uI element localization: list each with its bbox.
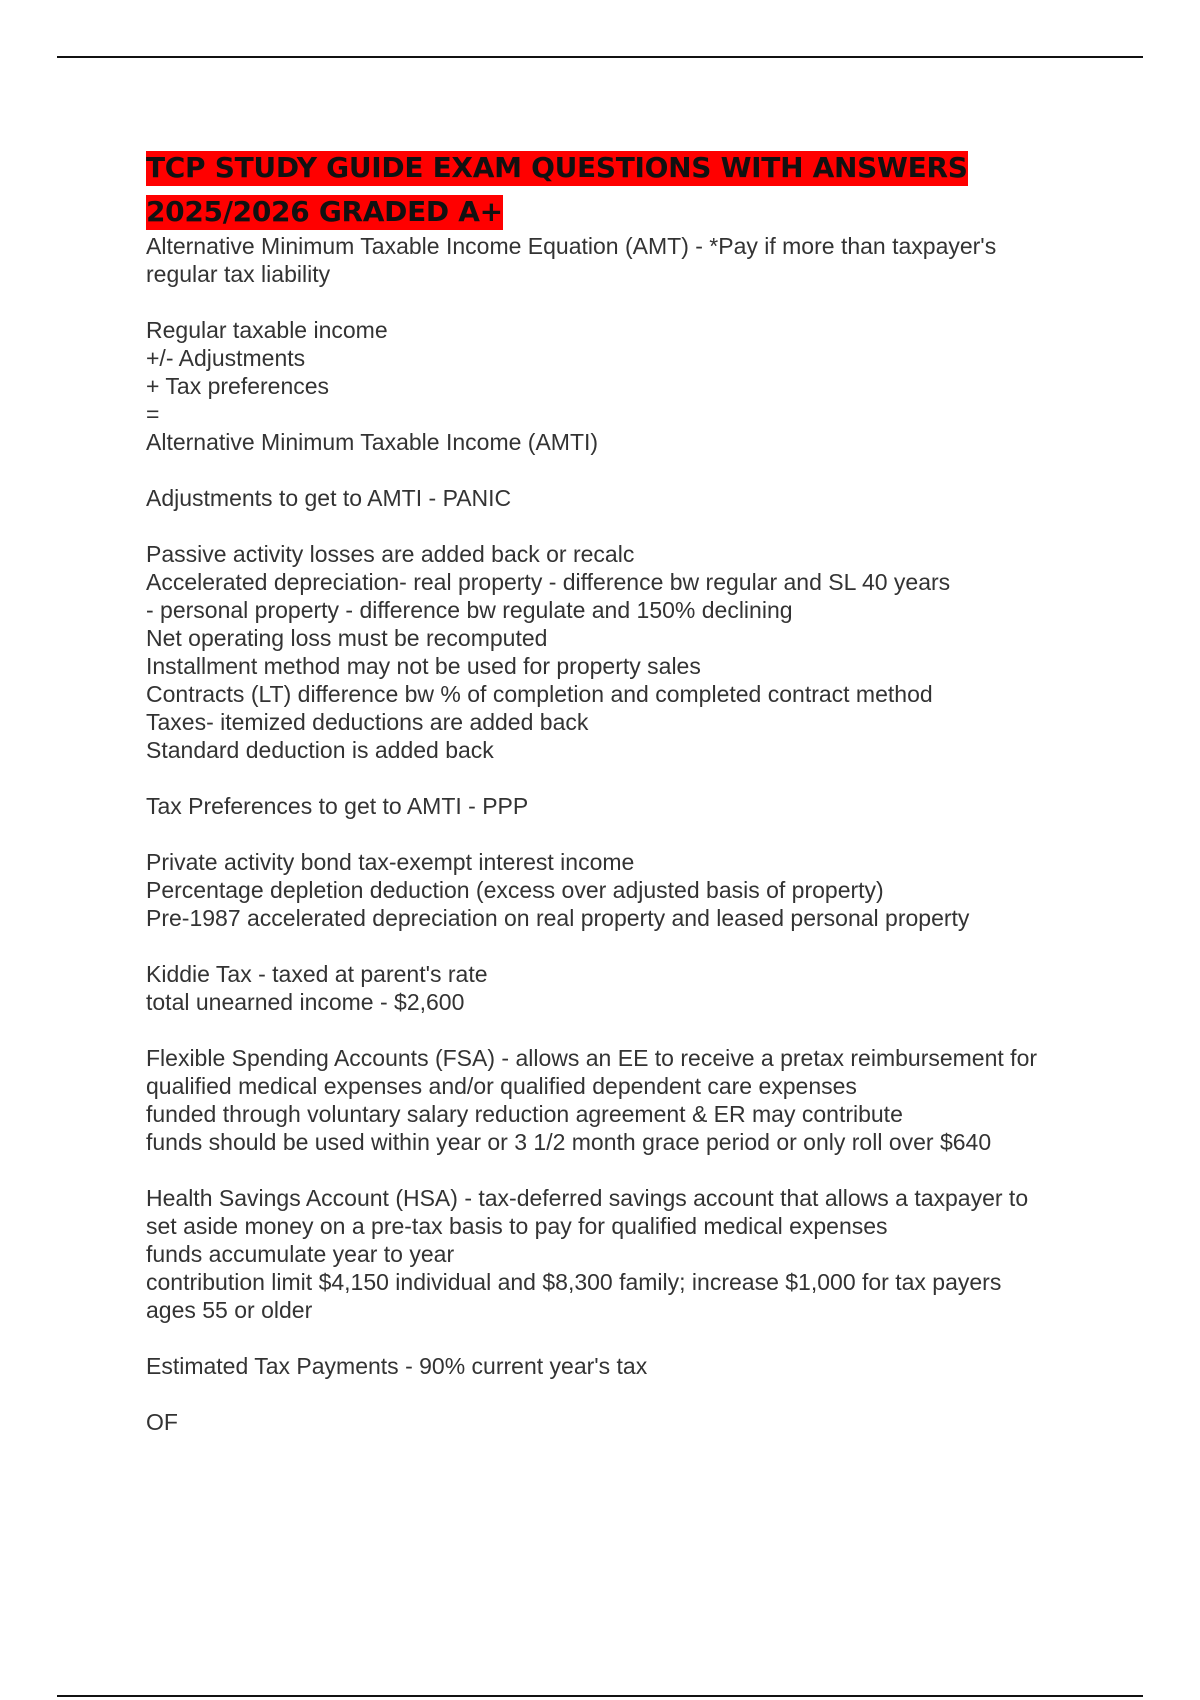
text-line: regular tax liability bbox=[146, 261, 331, 287]
document-body bbox=[146, 146, 1096, 1464]
text-block bbox=[146, 316, 1096, 456]
text-block bbox=[146, 484, 1096, 512]
text-line: +/- Adjustments bbox=[146, 345, 306, 371]
text-block bbox=[146, 1408, 1096, 1436]
text-line: = bbox=[146, 401, 160, 427]
text-line: Accelerated depreciation- real property - difference bw regular and SL 40 years bbox=[146, 569, 951, 595]
text-line: contribution limit $4,150 individual and $8,300 family; increase $1,000 for tax payers bbox=[146, 1269, 1002, 1295]
text-line: qualified medical expenses and/or qualified dependent care expenses bbox=[146, 1073, 857, 1099]
text-line: ages 55 or older bbox=[146, 1297, 313, 1323]
text-line: Pre-1987 accelerated depreciation on real property and leased personal property bbox=[146, 905, 970, 931]
text-line: Taxes- itemized deductions are added back bbox=[146, 709, 589, 735]
text-block bbox=[146, 1044, 1096, 1156]
text-line: Private activity bond tax-exempt interest income bbox=[146, 849, 635, 875]
text-line: Net operating loss must be recomputed bbox=[146, 625, 548, 651]
top-rule bbox=[57, 56, 1143, 58]
text-line: Tax Preferences to get to AMTI - PPP bbox=[146, 793, 529, 819]
document-title bbox=[146, 146, 1096, 234]
text-block bbox=[146, 232, 1096, 288]
text-block bbox=[146, 1184, 1096, 1324]
text-line: set aside money on a pre-tax basis to pay for qualified medical expenses bbox=[146, 1213, 888, 1239]
title-line: 2025/2026 GRADED A+ bbox=[146, 195, 503, 228]
text-line: + Tax preferences bbox=[146, 373, 330, 399]
text-block bbox=[146, 540, 1096, 764]
text-block bbox=[146, 792, 1096, 820]
text-line: Regular taxable income bbox=[146, 317, 388, 343]
text-line: Alternative Minimum Taxable Income Equation (AMT) - *Pay if more than taxpayer's bbox=[146, 233, 997, 259]
text-line: Installment method may not be used for property sales bbox=[146, 653, 701, 679]
text-line: funds should be used within year or 3 1/2 month grace period or only roll over $640 bbox=[146, 1129, 992, 1155]
text-line: Percentage depletion deduction (excess over adjusted basis of property) bbox=[146, 877, 884, 903]
text-line: total unearned income - $2,600 bbox=[146, 989, 465, 1015]
text-line: funds accumulate year to year bbox=[146, 1241, 455, 1267]
text-line: Estimated Tax Payments - 90% current year's tax bbox=[146, 1353, 648, 1379]
text-block bbox=[146, 1352, 1096, 1380]
text-block bbox=[146, 960, 1096, 1016]
text-block bbox=[146, 848, 1096, 932]
bottom-rule bbox=[57, 1695, 1143, 1697]
text-line: Flexible Spending Accounts (FSA) - allows an EE to receive a pretax reimbursement for bbox=[146, 1045, 1038, 1071]
text-line: funded through voluntary salary reduction agreement & ER may contribute bbox=[146, 1101, 903, 1127]
text-line: Passive activity losses are added back or recalc bbox=[146, 541, 635, 567]
study-entries bbox=[146, 232, 1096, 1436]
text-line: OF bbox=[146, 1409, 178, 1435]
text-line: Alternative Minimum Taxable Income (AMTI) bbox=[146, 429, 599, 455]
title-line: TCP STUDY GUIDE EXAM QUESTIONS WITH ANSWERS bbox=[146, 151, 968, 184]
text-line: Contracts (LT) difference bw % of completion and completed contract method bbox=[146, 681, 933, 707]
text-line: Adjustments to get to AMTI - PANIC bbox=[146, 485, 512, 511]
text-line: Kiddie Tax - taxed at parent's rate bbox=[146, 961, 488, 987]
text-line: Standard deduction is added back bbox=[146, 737, 494, 763]
text-line: - personal property - difference bw regulate and 150% declining bbox=[146, 597, 793, 623]
text-line: Health Savings Account (HSA) - tax-deferred savings account that allows a taxpayer to bbox=[146, 1185, 1029, 1211]
